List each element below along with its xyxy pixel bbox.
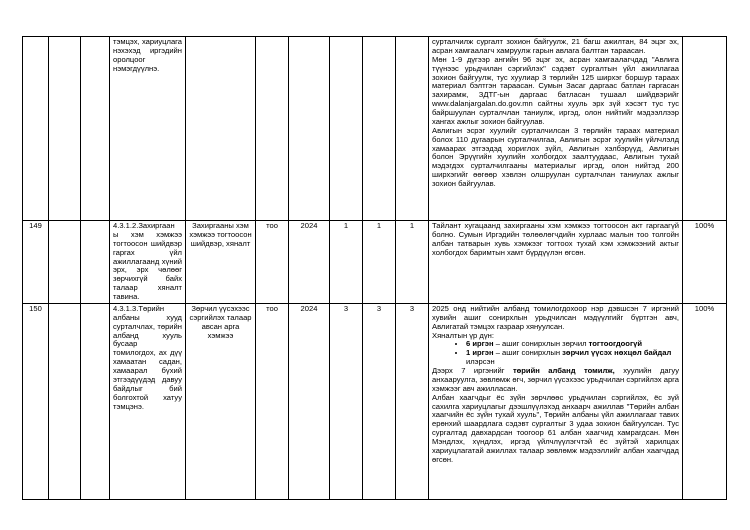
activity-cell: 4.3.1.3.Төрийн албаны хууд сурталчлах, төрийн албанд хууль бусаар томилогдох, ах дүү хамаатан садан, хамаарал бүхий этгээдүүдэд давуу байдлыг бий болгохтой хатуу тэмцэнэ. [110,303,186,499]
description-cell [429,303,683,499]
description-text: Хяналтын үр дүн: [432,330,494,340]
description-paragraph [432,56,679,127]
description-bold-text: төрийн албанд томилж, [512,366,615,375]
description-list-item [466,349,679,367]
table-row [23,303,727,499]
unit-cell: тоо [256,221,289,304]
year-cell: 2024 [289,221,330,304]
actual-cell: 1 [396,221,429,304]
description-bold-text: тогтоогдоогүй [588,339,642,349]
target-cell: 3 [363,303,396,499]
year-cell [289,37,330,221]
description-text: Тайлант хугацаанд захиргааны хэм хэмжээ тогтоосон акт гаргаагүй болно. Сумын Иргэдийн төлөөлөгчдийн хурлаас малын тоо толгойн албан татварын хувь хэмжээг тогтоох тухай хэм хэмжээний актыг холбогдох баримтын хамт бүрдүүлэн өгсөн. [432,221,679,257]
baseline-cell: 3 [330,303,363,499]
description-paragraph [432,38,679,56]
year-cell: 2024 [289,303,330,499]
baseline-cell [330,37,363,221]
description-text: Мөн 1-9 дүгээр ангийн 96 эцэг эх, асран хамгаалагчдад "Авлига түүнээс урьдчилан сэргийлэх" сэдэвт сургалтын үйл ажиллагаа зохион байгуулж, тус хуулиар 3 төрлийн 125 ширхэг боршур тараах материал бэлтгэн тараасан. Сумын Засаг даргаас батлан гаргасан захирамж, ЗДТГ-ын даргаас батласан тушаал шийдвэрийг www.dalanjargalan.do.gov.mn сайтны хууль эрх зүй хэсэгт тус тус байршуулан сурталчлан таниулж, иргэд, олон нийтийг мэдээллээр хангах ажлыг зохион байгуулав. [432,54,679,126]
row-number [23,37,49,221]
baseline-cell: 1 [330,221,363,304]
description-text: – ашиг сонирхлын зөрчил [493,339,589,349]
description-text: сурталчилж сургалт зохион байгуулж, 21 багш ажилтан, 84 эцэг эх, асран хамгаалагч хамруулж гарын авлага балтган тараасан. [432,37,679,55]
unit-cell: тоо [256,303,289,499]
description-text: илэрсэн [466,357,495,367]
description-text: хуулийн дагуу анхааруулга, зөвлөмж өгч, зөрчил үүсэхээс урьдчилан сэргийлэх арга хэмжээг авч ажилласан. [432,366,679,393]
description-list [432,340,679,367]
description-paragraph [432,305,679,332]
percent-cell: 100% [683,221,727,304]
empty-cell [81,303,110,499]
empty-cell [81,37,110,221]
target-cell: 1 [363,221,396,304]
description-bold-text: 1 иргэн [466,348,494,358]
table-row [23,37,727,221]
percent-cell: 100% [683,303,727,499]
description-text: Дээрх 7 иргэнийг [432,366,513,375]
indicator-cell: Захиргааны хэм хэмжээ тогтоосон шийдвэр, хяналт [186,221,256,304]
description-paragraph [432,394,679,465]
percent-cell [683,37,727,221]
indicator-cell [186,37,256,221]
description-bold-text: 6 иргэн [466,339,494,349]
report-table [22,36,727,500]
actual-cell: 3 [396,303,429,499]
description-bold-text: зөрчил үүсэх нөхцөл байдал [562,348,672,358]
description-paragraph [432,222,679,258]
row-number: 150 [23,303,49,499]
table-row [23,221,727,304]
description-text: Авлигын эсрэг хуулийг сурталчилсан 3 төрлийн тараах материал болох 110 дугаарын сурталчилгаа, Авлигын эсрэг хуулийн үйлчлэлд хамаарах этгээдэд хориглох зүйл, Авлигын хэлбэрүүд, Авлигын болон Эрүүгийн хуулийн холбогдох заалтуудаас, Авлигын тухай мэдэгдэх сурталчилгааны материалыг иргэд, олон нийтэд 200 ширхэгийг өөгөөр хэвлэн олшруулан сурталчлан таниулах ажлыг зохион байгуулав. [432,125,679,188]
activity-cell: 4.3.1.2.Захиргаан ы хэм хэмжээ тогтоосон шийдвэр гаргах үйл ажиллагаанд хүний эрх, эрх чөлөөг зөрчихгүй байх талаар хяналт тавина. [110,221,186,304]
description-text: – ашиг сонирхлын [493,348,563,358]
row-number: 149 [23,221,49,304]
description-paragraph [432,127,679,189]
empty-cell [49,37,81,221]
actual-cell [396,37,429,221]
empty-cell [81,221,110,304]
description-text: Албан хаагчдыг ёс зүйн зөрчлөөс урьдчилан сэргийлэх, ёс зүй сахилга хариуцлагыг дээшлүүлэхэд анхаарч ажиллав "Төрийн албан хаагчийн ёс зүйн тухай хууль", Төрийн албаны үйл ажиллагааг тавих ерөнхий шаардлага сэдэвт сургалтыг 3 удаа зохион байгуулсан. Тус сургалтад давхардсан тоогоор 61 албан хаагчид хамрагдсан. Мөн Мэндлэх, хүндлэх, иргэд үйлчлүүлэгчтэй ёс зүйтэй харилцах хариуцлагатай ажиллах талаар зөвлөмж мэдээллийг албан хаагчдад өгсөн. [432,392,679,464]
empty-cell [49,221,81,304]
empty-cell [49,303,81,499]
description-cell [429,37,683,221]
activity-cell: тэмцэх, хариуцлага нэхэхэд иргэдийн оролцоог нэмэгдүүлнэ. [110,37,186,221]
target-cell [363,37,396,221]
description-paragraph [432,367,679,394]
description-cell [429,221,683,304]
unit-cell [256,37,289,221]
indicator-cell: Зөрчил үүсэхээс сэргийлэх талаар авсан арга хэмжээ [186,303,256,499]
description-text: 2025 онд нийтийн албанд томилогдохоор нэр дэвшсэн 7 иргэний хувийн ашиг сонирхлын урьдчилсан мэдүүлгийг бүртгэн авч, Авлигатай тэмцэх газраар хянуулсан. [432,303,679,331]
